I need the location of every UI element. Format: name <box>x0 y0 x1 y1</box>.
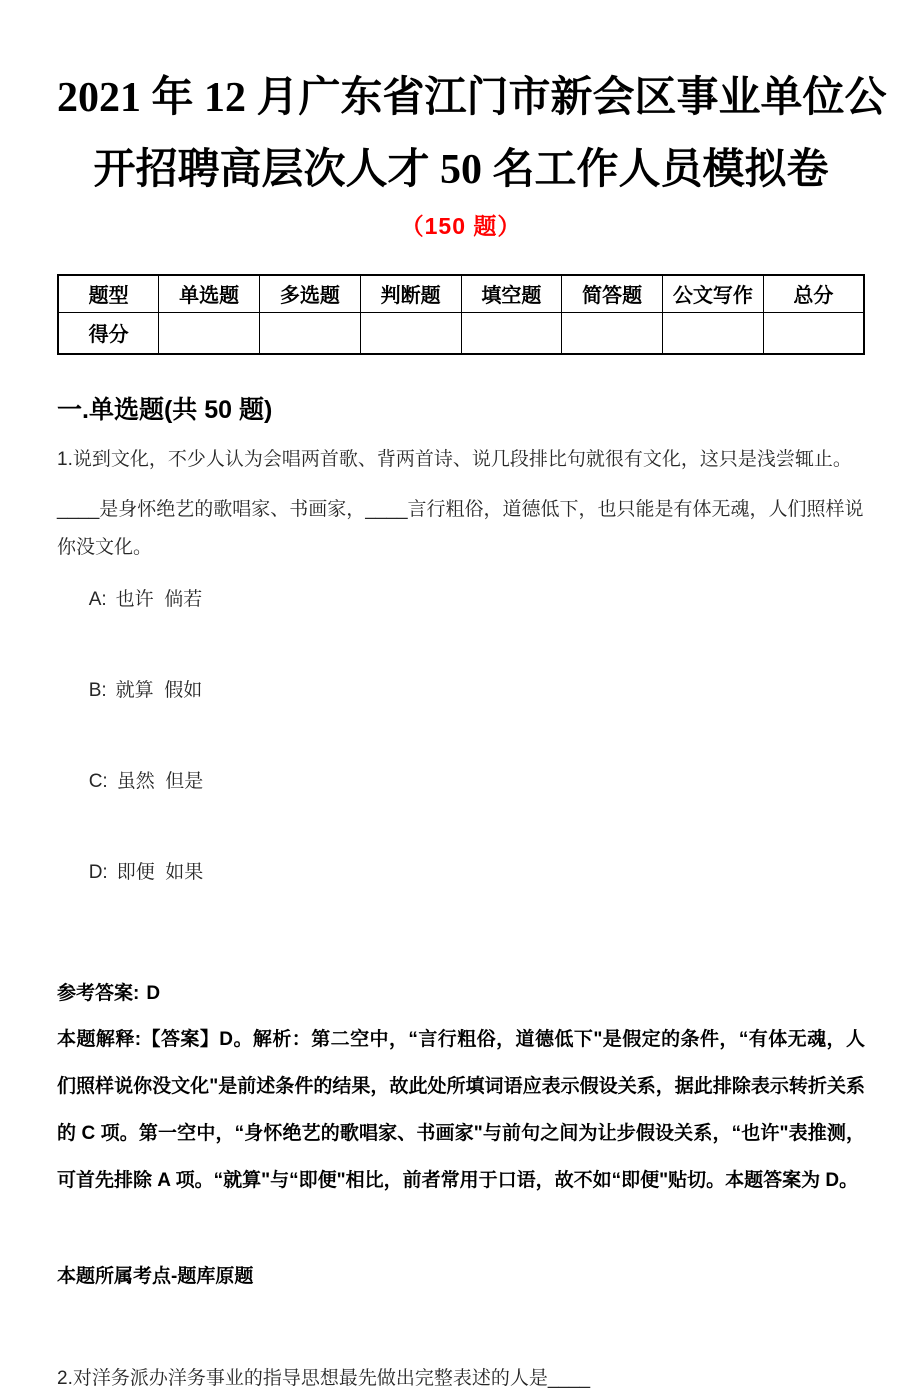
option-c-label: C: <box>88 771 108 792</box>
question-1-option-b <box>57 658 865 724</box>
question-1-stem: 1.说到文化，不少人认为会唱两首歌、背两首诗、说几段排比句就很有文化，这只是浅尝辄止。 <box>57 449 852 470</box>
question-1-option-a <box>57 567 865 633</box>
score-cell-empty <box>562 312 663 354</box>
score-table-header-row <box>58 275 864 312</box>
score-table-header-cell: 多选题 <box>260 275 361 312</box>
score-cell-empty <box>360 312 461 354</box>
score-cell-empty <box>159 312 260 354</box>
score-table-score-row <box>58 312 864 354</box>
score-cell-empty <box>763 312 864 354</box>
question-2-stem: 2.对洋务派办洋务事业的指导思想最先做出完整表述的人是____ <box>57 1368 591 1389</box>
option-c-text: 虽然 但是 <box>116 771 204 792</box>
question-1-option-c <box>57 749 865 815</box>
reference-answer-value: D <box>146 983 161 1004</box>
page-title-line-1: 2021 年 12 月广东省江门市新会区事业单位公 <box>57 75 887 121</box>
page-title-line-2: 开招聘高层次人才 50 名工作人员模拟卷 <box>93 147 829 193</box>
option-a-text: 也许 倘若 <box>115 589 203 610</box>
score-cell-empty <box>663 312 764 354</box>
answer-explanation: 本题解释:【答案】D。解析：第二空中，“言行粗俗，道德低下"是假定的条件，“有体无魂，人们照样说你没文化"是前述条件的结果，故此处所填词语应表示假设关系，据此排除表示转折关系的 C 项。第一空中，“身怀绝艺的歌唱家、书画家"与前句之间为让步假设关系，“也许"表推测，可首先排除 A 项。“就算"与“即便"相比，前者常用于口语，故不如“即便"贴切。本题答案为 D。 <box>57 1029 865 1191</box>
option-d-text: 即便 如果 <box>116 862 204 883</box>
score-table-header-cell: 题型 <box>58 275 159 312</box>
score-table <box>57 274 865 355</box>
question-1-option-d <box>57 840 865 906</box>
option-d-label: D: <box>88 862 108 883</box>
question-1-stem-continued: ____是身怀绝艺的歌唱家、书画家，____言行粗俗，道德低下，也只能是有体无魂，人们照样说你没文化。 <box>57 499 864 558</box>
score-row-label: 得分 <box>58 312 159 354</box>
score-cell-empty <box>260 312 361 354</box>
score-table-header-cell: 单选题 <box>159 275 260 312</box>
reference-answer <box>57 982 865 1006</box>
question-count-subtitle: （150 题） <box>400 213 522 239</box>
score-cell-empty <box>461 312 562 354</box>
score-table-header-cell: 公文写作 <box>663 275 764 312</box>
option-b-text: 就算 假如 <box>115 680 203 701</box>
page-title <box>57 62 887 206</box>
score-table-header-cell: 填空题 <box>461 275 562 312</box>
option-a-label: A: <box>88 589 107 610</box>
score-table-header-cell: 简答题 <box>562 275 663 312</box>
section-heading: 一.单选题(共 50 题) <box>57 396 273 424</box>
reference-answer-label: 参考答案: <box>57 983 140 1004</box>
question-1-options <box>57 567 865 906</box>
score-table-header-cell: 判断题 <box>360 275 461 312</box>
score-table-header-cell: 总分 <box>763 275 864 312</box>
topic-note: 本题所属考点-题库原题 <box>57 1266 254 1287</box>
option-b-label: B: <box>88 680 107 701</box>
